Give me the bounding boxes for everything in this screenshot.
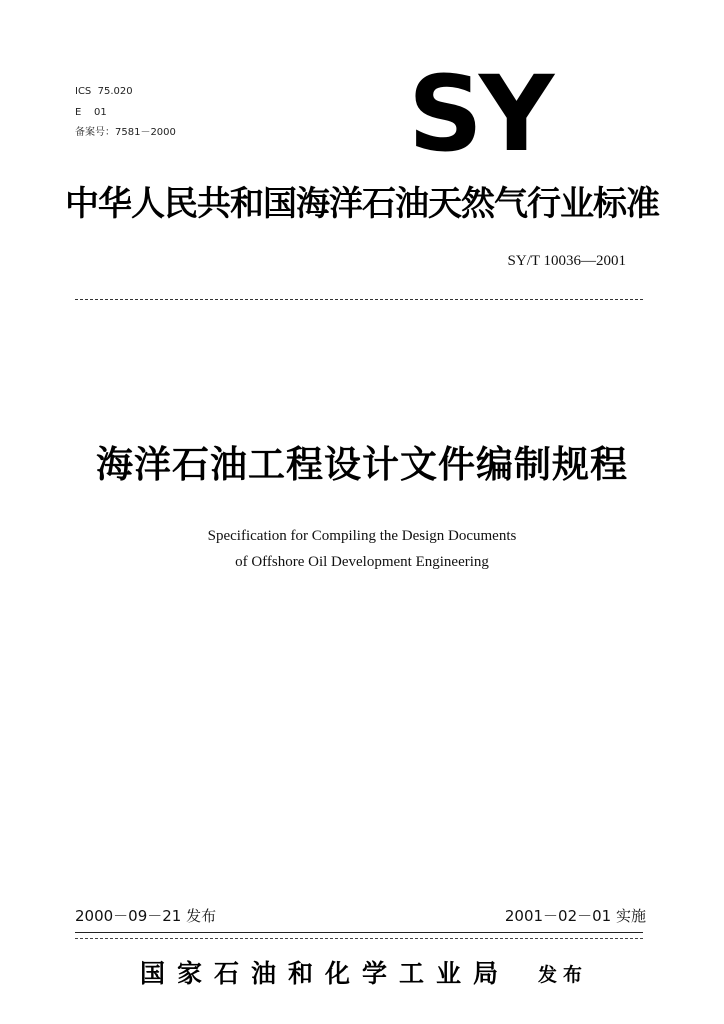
ccs-code: E 01 [75, 107, 107, 118]
header-divider [75, 299, 643, 300]
publish-date: 2000－09－21 发布 [75, 907, 217, 925]
standard-number: SY/T 10036—2001 [507, 253, 626, 269]
ics-code: ICS 75.020 [75, 86, 133, 97]
filing-number: 备案号：7581－2000 [75, 127, 176, 138]
issue-label: 发布 [538, 964, 589, 986]
document-title-en-line1: Specification for Compiling the Design Documents [207, 528, 517, 544]
effective-date: 2001－02－01 实施 [504, 907, 646, 925]
footer-rule-dashed [75, 938, 643, 939]
sy-logo: SY [408, 53, 551, 175]
issuing-authority: 国家石油和化学工业局 [140, 959, 511, 988]
industry-standard-title: 中华人民共和国海洋石油天然气行业标准 [65, 184, 659, 224]
footer-rule [75, 932, 643, 933]
document-title-en-line2: of Offshore Oil Development Engineering [235, 554, 489, 570]
document-title-cn: 海洋石油工程设计文件编制规程 [96, 443, 628, 486]
